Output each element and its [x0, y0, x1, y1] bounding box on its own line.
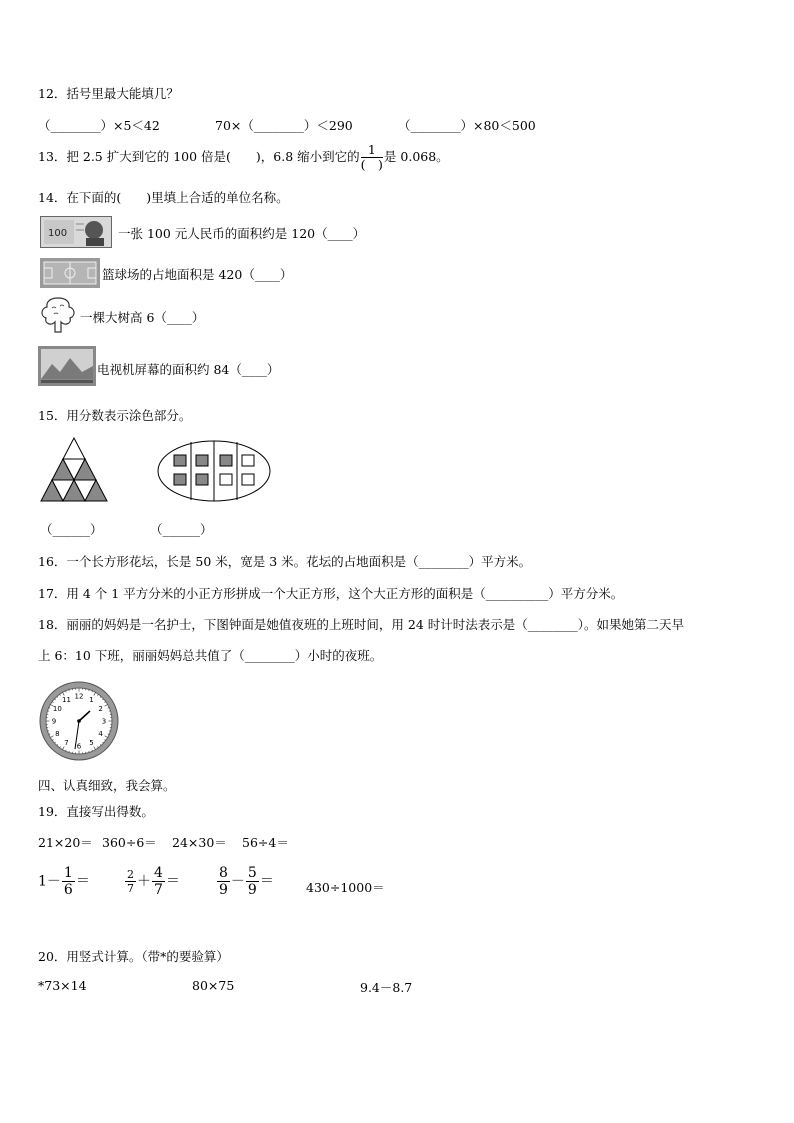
clock-number: 9 — [51, 717, 57, 726]
q19-r1-3: 24×30＝ — [172, 835, 227, 850]
q14-item-3: 一棵大树高 6（____） — [80, 310, 205, 325]
q20-item-2: 80×75 — [192, 978, 235, 993]
q19-expr-3 — [216, 866, 274, 897]
e2-op: ＋ — [137, 873, 151, 890]
clock-number: 10 — [52, 705, 62, 713]
e1-fraction — [62, 866, 75, 897]
e3-n2: 5 — [247, 865, 257, 881]
e3-tail: ＝ — [259, 873, 274, 890]
clock-number: 5 — [89, 739, 94, 748]
clock-face — [38, 680, 120, 762]
section4-title: 四、认真细致，我会算。 — [38, 778, 176, 793]
e3-frac-1 — [217, 866, 230, 897]
clock-number: 12 — [74, 692, 84, 701]
ellipse-squares-figure — [156, 438, 272, 504]
e3-d2: 9 — [247, 882, 257, 898]
e2-n2: 4 — [154, 865, 163, 881]
q17: 17．用 4 个 1 平方分米的小正方形拼成一个大正方形，这个大正方形的面积是（__________）平方分米。 — [38, 586, 624, 601]
q15-answer-2: （______） — [150, 522, 213, 537]
q19-r1-2: 360÷6＝ — [102, 835, 157, 850]
e2-frac-2 — [152, 866, 165, 897]
q20-item-1: *73×14 — [38, 978, 87, 993]
tree-icon — [38, 294, 78, 334]
e2-d2: 7 — [154, 882, 163, 898]
clock-number: 4 — [98, 730, 103, 738]
tv-screen-icon — [38, 346, 96, 386]
e3-n1: 8 — [219, 865, 228, 881]
q18-line2: 上 6：10 下班，丽丽妈妈总共值了（________）小时的夜班。 — [38, 648, 383, 663]
q13-fraction — [360, 141, 383, 172]
e1-tail: ＝ — [75, 873, 90, 890]
q13-frac-num: 1 — [361, 144, 383, 159]
q15-title: 15．用分数表示涂色部分。 — [38, 408, 192, 423]
q16: 16．一个长方形花坛，长是 50 米，宽是 3 米。花坛的占地面积是（________）平方米。 — [38, 554, 532, 569]
q12-part-3: （________）×80＜500 — [398, 118, 536, 133]
banknote-icon — [40, 216, 112, 248]
q13-before: 13．把 2.5 扩大到它的 100 倍是( )，6.8 缩小到它的 — [38, 149, 360, 164]
q13-line — [38, 142, 449, 172]
q19-expr-1 — [38, 866, 90, 897]
q14-item-1: 一张 100 元人民币的面积约是 120（____） — [118, 226, 366, 241]
q20-title: 20．用竖式计算。（带*的要验算） — [38, 949, 229, 964]
q12-title: 12．括号里最大能填几？ — [38, 86, 179, 101]
q20-item-3: 9.4－8.7 — [360, 980, 413, 995]
q13-after: 是 0.068。 — [383, 149, 449, 164]
q13-frac-den: ( ) — [360, 157, 383, 172]
banknote-digits: 100 — [48, 228, 68, 239]
e3-op: － — [230, 873, 245, 890]
q12-part-1: （________）×5＜42 — [38, 118, 160, 133]
e2-n1: 2 — [127, 868, 134, 881]
q19-title: 19．直接写出得数。 — [38, 804, 154, 819]
q12-part-2: 70×（________）＜290 — [215, 118, 353, 133]
clock-number: 1 — [89, 695, 94, 704]
e1-den: 6 — [63, 882, 73, 898]
q15-answer-1: （______） — [40, 522, 103, 537]
e1-num: 1 — [63, 865, 73, 881]
e3-d1: 9 — [219, 882, 228, 898]
q14-title: 14．在下面的( )里填上合适的单位名称。 — [38, 190, 289, 205]
e2-d1: 7 — [127, 882, 134, 895]
q14-item-4: 电视机屏幕的面积约 84（____） — [97, 362, 280, 377]
e2-frac-1 — [125, 869, 136, 894]
q18-line1: 18．丽丽的妈妈是一名护士，下图钟面是她值夜班的上班时间，用 24 时计时法表示是（________）。如果她第二天早 — [38, 617, 685, 632]
q19-r1-1: 21×20＝ — [38, 835, 93, 850]
clock-number: 8 — [55, 730, 60, 738]
e3-frac-2 — [246, 866, 259, 897]
basketball-court-icon — [40, 258, 100, 288]
clock-number: 6 — [76, 742, 82, 751]
q19-expr-4: 430÷1000＝ — [306, 880, 385, 895]
clock-number: 7 — [64, 739, 69, 748]
clock-number: 11 — [62, 695, 71, 704]
q14-item-2: 篮球场的占地面积是 420（____） — [102, 267, 293, 282]
e1-lead: 1－ — [38, 873, 61, 890]
q19-expr-2 — [124, 866, 180, 897]
e2-tail: ＝ — [165, 873, 180, 890]
clock-number: 2 — [98, 705, 103, 713]
triangle-figure — [40, 436, 108, 504]
q19-r1-4: 56÷4＝ — [242, 835, 289, 850]
clock-number: 3 — [101, 717, 107, 726]
